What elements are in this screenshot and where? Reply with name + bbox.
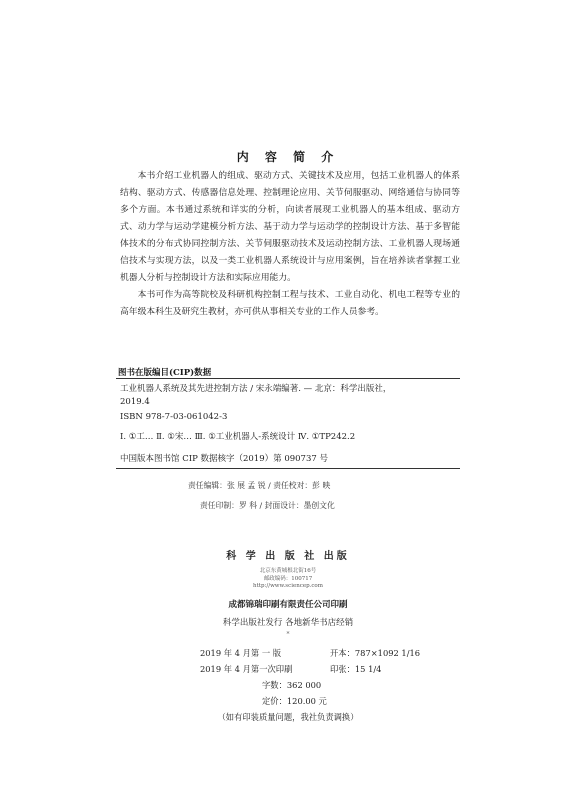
cip-classification: Ⅰ. ①工… Ⅱ. ①宋… Ⅲ. ①工业机器人-系统设计 Ⅳ. ①TP242.2 <box>120 432 356 442</box>
cip-rule-top <box>116 378 460 379</box>
printer-name: 成都锦瑞印刷有限责任公司印刷 <box>228 600 348 610</box>
cip-rule-bottom <box>116 468 460 469</box>
staff-editors: 责任编辑：张 展 孟 锐 / 责任校对：彭 映 <box>188 481 331 490</box>
cip-library-number: 中国版本图书馆 CIP 数据核字（2019）第 090737 号 <box>120 454 328 464</box>
edition-info: 2019 年 4 月第 一 版 <box>200 648 282 658</box>
summary-paragraph: 本书介绍工业机器人的组成、驱动方式、关键技术及应用，包括工业机器人的体系结构、驱动方式、传感器信息处理、控制理论应用、关节伺服驱动、网络通信与协同等多个方面。本书通过系统和详实的分析，向读者展现工业机器人的基本组成、驱动方式、动力学与运动学建模分析方法、基于动力学与运动学的控制设计方法、基于多智能体技术的分布式协同控制方法、关节伺服驱动技术及运动控制方法、工业机器人现场通信技术与实现方法，以及一类工业机器人系统设计与应用案例，旨在培养读者掌握工业机器人分析与控制设计方法和实际应用能力。 <box>120 171 460 283</box>
publisher-address: 北京东黄城根北街16号 <box>259 568 317 574</box>
separator-star: * <box>286 631 290 638</box>
summary-body <box>120 168 460 321</box>
price: 定价：120.00 元 <box>262 696 327 706</box>
sheets-info: 印张：15 1/4 <box>330 664 382 674</box>
publisher-postcode: 邮政编码：100717 <box>263 576 313 582</box>
summary-title: 内 容 简 介 <box>236 150 340 164</box>
cip-catalog-line: 工业机器人系统及其先进控制方法 / 宋永端编著. — 北京：科学出版社， <box>120 384 392 394</box>
quality-notice: （如有印装质量问题，我社负责调换） <box>217 712 359 722</box>
format-info: 开本：787×1092 1/16 <box>330 648 421 658</box>
word-count: 字数：362 000 <box>262 680 322 690</box>
distribution-line: 科学出版社发行 各地新华书店经销 <box>222 618 354 628</box>
publisher-name: 科 学 出 版 社 出版 <box>226 551 350 562</box>
printing-info: 2019 年 4 月第一次印刷 <box>200 664 293 674</box>
summary-paragraph: 本书可作为高等院校及科研机构控制工程与技术、工业自动化、机电工程等专业的高年级本科生及研究生教材，亦可供从事相关专业的工作人员参考。 <box>120 290 460 317</box>
cip-heading: 图书在版编目(CIP)数据 <box>118 368 212 378</box>
publisher-url: http://www.sciencep.com <box>253 583 323 589</box>
staff-production: 责任印制：罗 科 / 封面设计：墨创文化 <box>200 501 335 510</box>
cip-catalog-year: 2019.4 <box>120 397 150 407</box>
cip-isbn: ISBN 978-7-03-061042-3 <box>120 412 228 422</box>
